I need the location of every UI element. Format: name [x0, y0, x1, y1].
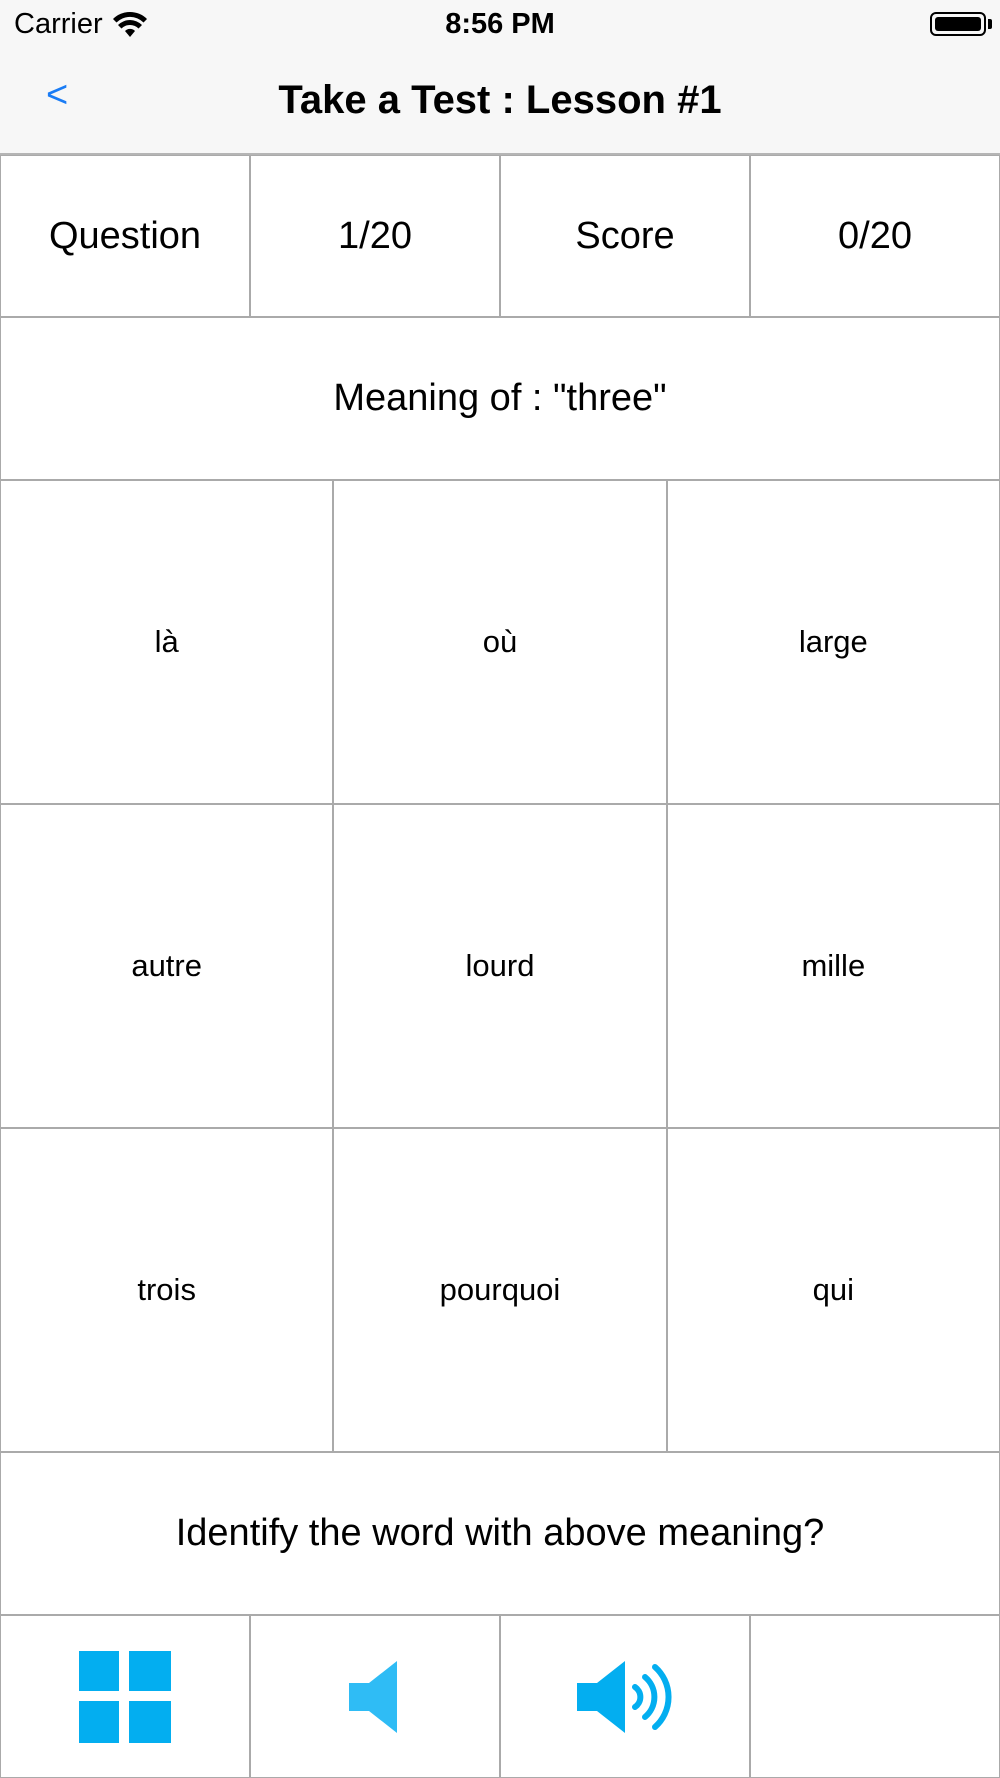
meaning-row: [0, 317, 1000, 480]
option-button[interactable]: autre: [0, 804, 333, 1128]
prompt-text: Identify the word with above meaning?: [0, 1452, 1000, 1615]
options-row: [0, 1128, 1000, 1452]
option-button[interactable]: pourquoi: [333, 1128, 666, 1452]
navigation-bar: [0, 50, 1000, 155]
question-label: Question: [0, 155, 250, 317]
page-title: Take a Test : Lesson #1: [278, 78, 722, 122]
option-button[interactable]: où: [333, 480, 666, 804]
battery-cap: [988, 19, 992, 29]
options-row: [0, 804, 1000, 1128]
back-button[interactable]: <: [46, 74, 69, 116]
prompt-row: [0, 1452, 1000, 1615]
score-label: Score: [500, 155, 750, 317]
carrier-label: Carrier: [14, 8, 103, 40]
progress-row: [0, 155, 1000, 317]
option-button[interactable]: là: [0, 480, 333, 804]
bottom-toolbar: [0, 1615, 1000, 1778]
battery-icon: [930, 12, 986, 36]
option-button[interactable]: large: [667, 480, 1000, 804]
meaning-text: Meaning of : "three": [0, 317, 1000, 480]
option-button[interactable]: lourd: [333, 804, 666, 1128]
speaker-loud-icon: [575, 1659, 675, 1735]
speaker-loud-button[interactable]: [500, 1615, 750, 1778]
grid-icon: [79, 1651, 171, 1743]
status-bar: [0, 0, 1000, 50]
status-time: 8:56 PM: [445, 8, 555, 40]
score-value: 0/20: [750, 155, 1000, 317]
speaker-icon: [347, 1659, 403, 1735]
option-button[interactable]: mille: [667, 804, 1000, 1128]
grid-button[interactable]: [0, 1615, 250, 1778]
question-counter: 1/20: [250, 155, 500, 317]
speaker-button[interactable]: [250, 1615, 500, 1778]
battery-level: [935, 17, 981, 31]
option-button[interactable]: qui: [667, 1128, 1000, 1452]
option-button[interactable]: trois: [0, 1128, 333, 1452]
options-row: [0, 480, 1000, 804]
toolbar-empty-cell: [750, 1615, 1000, 1778]
